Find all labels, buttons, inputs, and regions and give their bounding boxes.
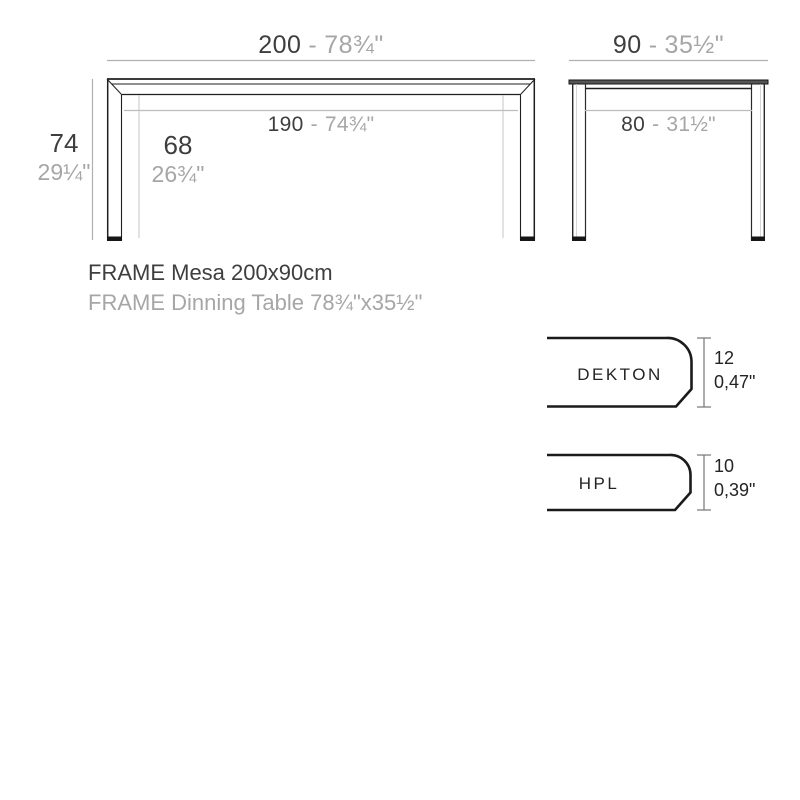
side-inner-depth-label <box>585 113 752 137</box>
side-tabletop <box>569 80 768 84</box>
side-overall-depth-label <box>569 31 768 60</box>
side-left-leg-foot <box>572 237 586 242</box>
dekton-thickness-metric: 12 <box>714 348 735 368</box>
side-overall-depth-separator: - <box>648 31 658 59</box>
front-overall-width-imperial: 78¾" <box>324 31 384 59</box>
material-hpl-label: HPL <box>578 474 620 493</box>
side-right-leg-foot <box>751 237 765 242</box>
tabletop-miter-right <box>520 79 535 95</box>
hpl-thickness-label <box>714 454 755 502</box>
front-inner-height-imperial: 26¾" <box>151 161 205 187</box>
side-inner-depth-separator: - <box>652 113 660 136</box>
side-overall-depth-metric: 90 <box>612 31 642 59</box>
product-name-metric: FRAME Mesa 200x90cm <box>88 260 333 285</box>
side-overall-depth-imperial: 35½" <box>664 31 725 59</box>
hpl-thickness-imperial: 0,39" <box>714 480 756 500</box>
side-view-drawing <box>569 61 768 242</box>
front-inner-width-separator: - <box>310 113 318 136</box>
dekton-thickness-imperial: 0,47" <box>714 372 756 392</box>
front-inner-width-imperial: 74¾" <box>324 113 375 136</box>
right-leg-foot <box>520 237 535 242</box>
material-dekton-label: DEKTON <box>577 365 663 384</box>
front-overall-width-label <box>107 31 535 60</box>
front-overall-height-metric: 74 <box>49 128 79 158</box>
front-overall-height-label <box>22 129 106 187</box>
front-overall-width-metric: 200 <box>258 31 302 59</box>
front-inner-width-metric: 190 <box>267 113 304 136</box>
product-captions <box>88 258 422 317</box>
product-name-imperial: FRAME Dinning Table 78¾"x35½" <box>88 289 423 315</box>
front-overall-width-separator: - <box>308 31 318 59</box>
tabletop-miter-left <box>107 79 122 95</box>
side-inner-depth-imperial: 31½" <box>666 113 716 136</box>
front-inner-height-label <box>136 131 220 189</box>
hpl-thickness-metric: 10 <box>714 456 735 476</box>
left-leg-foot <box>107 237 122 242</box>
front-inner-height-metric: 68 <box>163 130 193 160</box>
side-inner-depth-metric: 80 <box>621 113 646 136</box>
dekton-thickness-label <box>714 346 755 394</box>
front-overall-height-imperial: 29¼" <box>37 159 91 185</box>
